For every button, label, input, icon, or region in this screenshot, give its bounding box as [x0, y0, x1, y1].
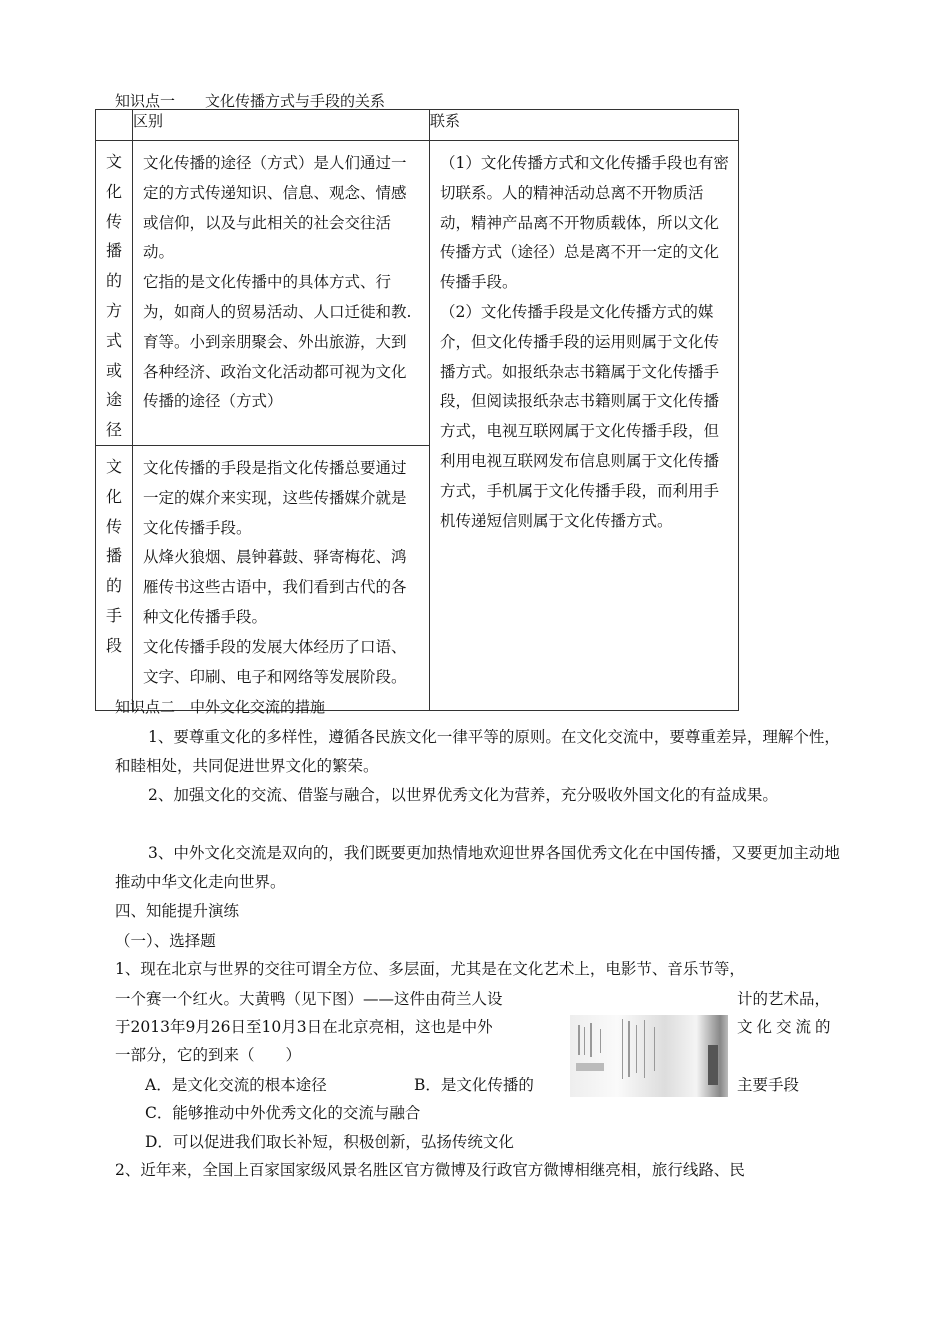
q1-option-a: A．是文化交流的根本途径: [145, 1076, 327, 1094]
link-paragraph: （2）文化传播手段是文化传播方式的媒介，但文化传播手段的运用则属于文化传播方式。如报纸杂志书籍属于文化传播手段，但阅读报纸杂志书籍则属于文化传播方式，电视互联网属于文化传播手段，但利用电视互联网发布信息则属于文化传播方式，手机属于文化传播手段，而利用手机传递短信则属于文化传播方式。: [440, 302, 720, 530]
kp1-heading: 知识点一 文化传播方式与手段的关系: [115, 92, 386, 110]
q1-line: 一个赛一个红火。大黄鸭（见下图）——这件由荷兰人设: [115, 990, 503, 1008]
table-row-methods: [96, 141, 739, 446]
comparison-table: [95, 109, 739, 711]
q1-option-c: C．能够推动中外优秀文化的交流与融合: [145, 1104, 421, 1122]
q1-line: 计的艺术品，: [737, 990, 831, 1008]
means-description: [133, 445, 430, 710]
q1-option-d: D．可以促进我们取长补短，积极创新，弘扬传统文化: [145, 1133, 514, 1151]
kp2-heading: 知识点二 中外文化交流的措施: [115, 698, 326, 716]
row-label-means: 文 化 传 播 的 手 段: [96, 445, 133, 710]
q1-option-b: B．是文化传播的: [414, 1076, 534, 1094]
methods-description: [133, 141, 430, 446]
kp2-item: 1、要尊重文化的多样性，遵循各民族文化一律平等的原则。在文化交流中，要尊重差异，理解个性，和睦相处，共同促进世界文化的繁荣。: [115, 728, 840, 775]
table-header-row: [96, 110, 739, 141]
methods-paragraph: 它指的是文化传播中的具体方式、行为，如商人的贸易活动、人口迁徙和教.育等。小到亲朋聚会、外出旅游，大到各种经济、政治文化活动都可视为文化传播的途径（方式）: [143, 273, 412, 411]
q2-line: 2、近年来，全国上百家国家级风景名胜区官方微博及行政官方微博相继亮相，旅行线路、民: [115, 1161, 745, 1179]
row-label-methods: 文 化 传 播 的 方 式 或 途 径: [96, 141, 133, 446]
q1-line: 文化交流的: [737, 1018, 835, 1036]
q1-line: 于2013年9月26日至10月3日在北京亮相，这也是中外: [115, 1018, 493, 1036]
link-description: [430, 141, 739, 711]
table-corner-cell: [96, 110, 133, 141]
column-header-link: 联系: [430, 110, 739, 141]
kp2-item: 2、加强文化的交流、借鉴与融合，以世界优秀文化为营养，充分吸收外国文化的有益成果。: [148, 786, 778, 804]
link-paragraph: （1）文化传播方式和文化传播手段也有密切联系。人的精神活动总离不开物质活动，精神产品离不开物质载体，所以文化传播方式（途径）总是离不开一定的文化传播手段。: [440, 154, 729, 292]
means-paragraph: 从烽火狼烟、晨钟暮鼓、驿寄梅花、鸿雁传书这些古语中，我们看到古代的各种文化传播手段。: [143, 548, 407, 626]
means-paragraph: 文化传播的手段是指文化传播总要通过一定的媒介来实现，这些传播媒介就是文化传播手段。: [143, 458, 407, 537]
column-header-diff: 区别: [133, 110, 430, 141]
kp2-item: 3、中外文化交流是双向的，我们既要更加热情地欢迎世界各国优秀文化在中国传播，又要更加主动地推动中华文化走向世界。: [115, 844, 840, 891]
methods-paragraph: 文化传播的途径（方式）是人们通过一定的方式传递知识、信息、观念、情感或信仰，以及与此相关的社会交往活动。: [143, 154, 407, 262]
q1-option-b-continued: 主要手段: [737, 1076, 800, 1094]
sub1-heading: （一）、选择题: [115, 932, 216, 950]
q1-line: 一部分，它的到来（ ）: [115, 1046, 302, 1064]
section4-heading: 四、知能提升演练: [115, 902, 240, 920]
means-paragraph: 文化传播手段的发展大体经历了口语、文字、印刷、电子和网络等发展阶段。: [143, 637, 407, 686]
q1-line: 1、现在北京与世界的交往可谓全方位、多层面，尤其是在文化艺术上，电影节、音乐节等，: [115, 960, 745, 978]
yellow-duck-photo: [570, 1015, 728, 1097]
